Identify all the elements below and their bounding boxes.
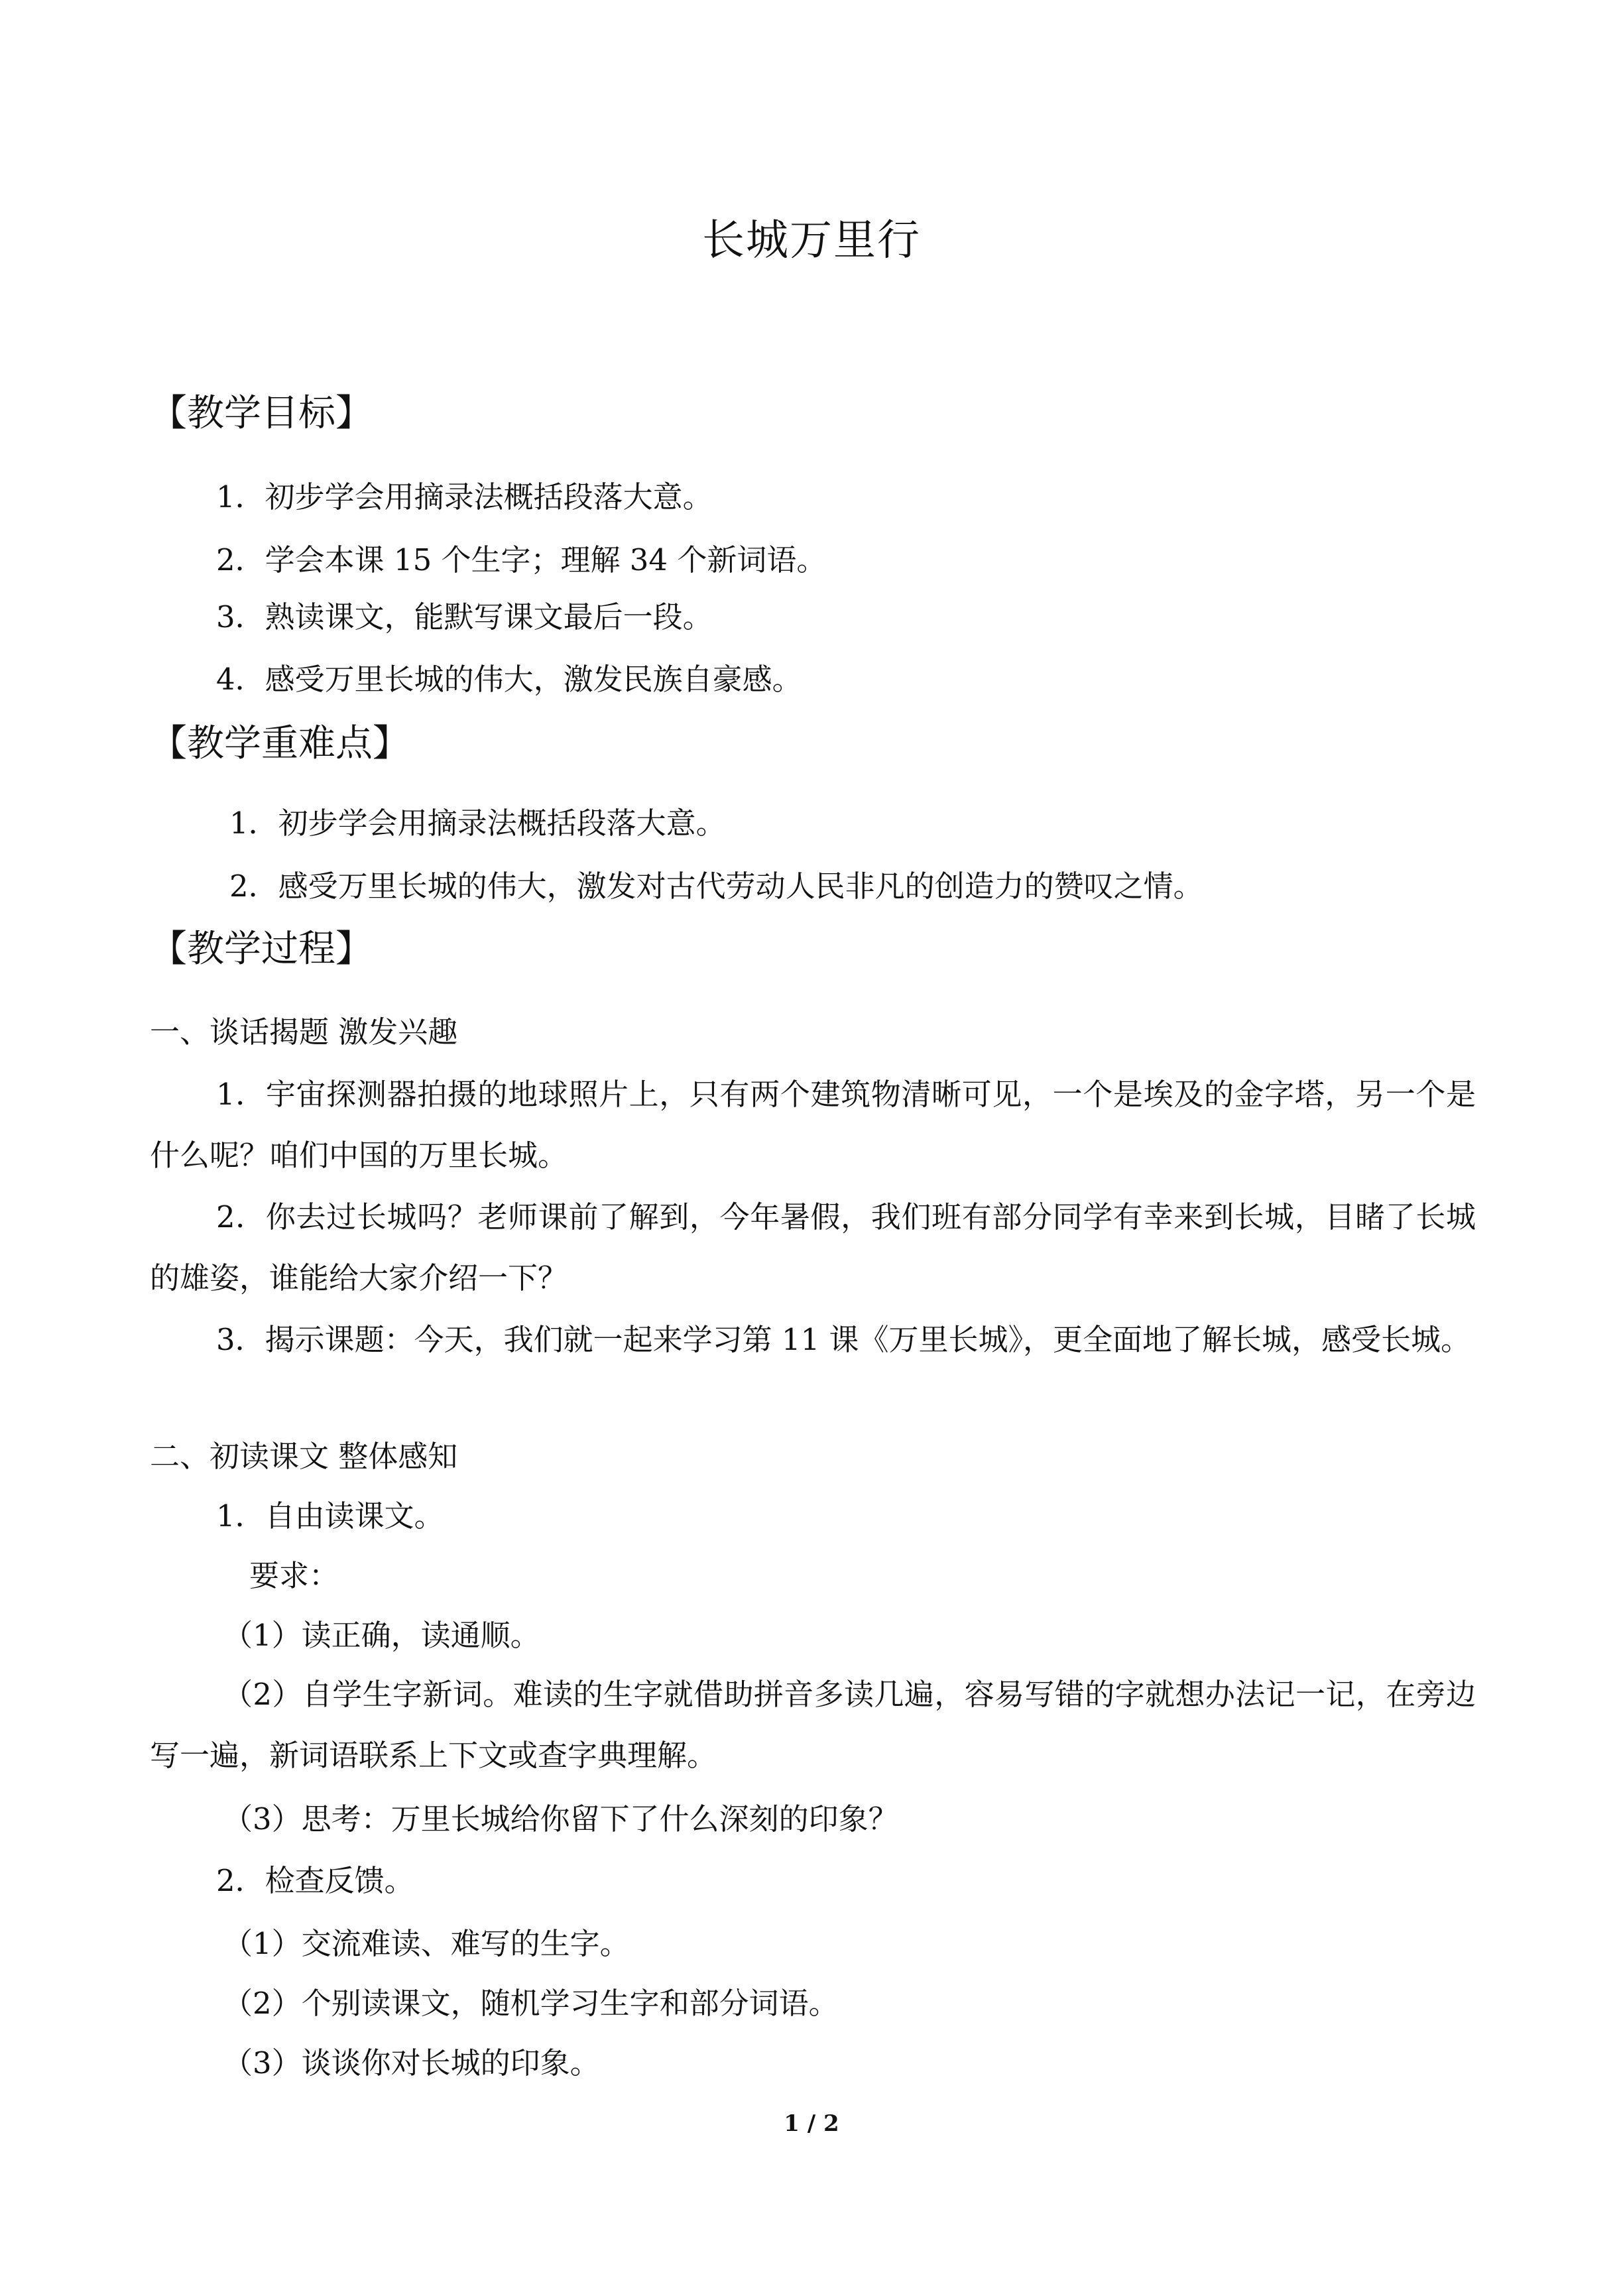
section-heading-process: 【教学过程】 bbox=[150, 928, 373, 971]
section-heading-goals: 【教学目标】 bbox=[150, 392, 373, 435]
requirement-label: 要求： bbox=[249, 1558, 339, 1593]
goal-item: 2．学会本课 15 个生字；理解 34 个新词语。 bbox=[216, 542, 827, 577]
document-title: 长城万里行 bbox=[702, 216, 921, 265]
page-number: 1 / 2 bbox=[784, 2110, 839, 2137]
goal-item: 4．感受万里长城的伟大，激发民族自豪感。 bbox=[216, 662, 802, 697]
section-heading-keypoints: 【教学重难点】 bbox=[150, 722, 410, 765]
feedback-item: （2）个别读课文，随机学习生字和部分词语。 bbox=[223, 1986, 839, 2021]
part-title: 一、谈话揭题 激发兴趣 bbox=[150, 1014, 458, 1050]
step-item: 2．检查反馈。 bbox=[216, 1863, 414, 1898]
keypoint-item: 1．初步学会用摘录法概括段落大意。 bbox=[229, 806, 726, 841]
paragraph: 3．揭示课题：今天，我们就一起来学习第 11 课《万里长城》，更全面地了解长城，感受长城。 bbox=[216, 1322, 1471, 1357]
requirement-item: （1）读正确，读通顺。 bbox=[223, 1618, 540, 1653]
feedback-item: （1）交流难读、难写的生字。 bbox=[223, 1926, 630, 1961]
paragraph: 1．宇宙探测器拍摄的地球照片上，只有两个建筑物清晰可见，一个是埃及的金字塔，另一个是什么呢？咱们中国的万里长城。 bbox=[150, 1077, 1476, 1173]
step-item: 1．自由读课文。 bbox=[216, 1498, 444, 1534]
goal-item: 1．初步学会用摘录法概括段落大意。 bbox=[216, 479, 713, 514]
requirement-item: （3）思考：万里长城给你留下了什么深刻的印象？ bbox=[223, 1801, 898, 1837]
paragraph: （2）自学生字新词。难读的生字就借助拼音多读几遍，容易写错的字就想办法记一记，在旁边写一遍，新词语联系上下文或查字典理解。 bbox=[150, 1677, 1476, 1773]
part-title: 二、初读课文 整体感知 bbox=[150, 1439, 458, 1474]
feedback-item: （3）谈谈你对长城的印象。 bbox=[223, 2045, 600, 2081]
goal-item: 3．熟读课文，能默写课文最后一段。 bbox=[216, 599, 713, 634]
paragraph: 2．你去过长城吗？老师课前了解到，今年暑假，我们班有部分同学有幸来到长城，目睹了长城的雄姿，谁能给大家介绍一下？ bbox=[150, 1199, 1476, 1296]
keypoint-item: 2．感受万里长城的伟大，激发对古代劳动人民非凡的创造力的赞叹之情。 bbox=[229, 869, 1203, 904]
